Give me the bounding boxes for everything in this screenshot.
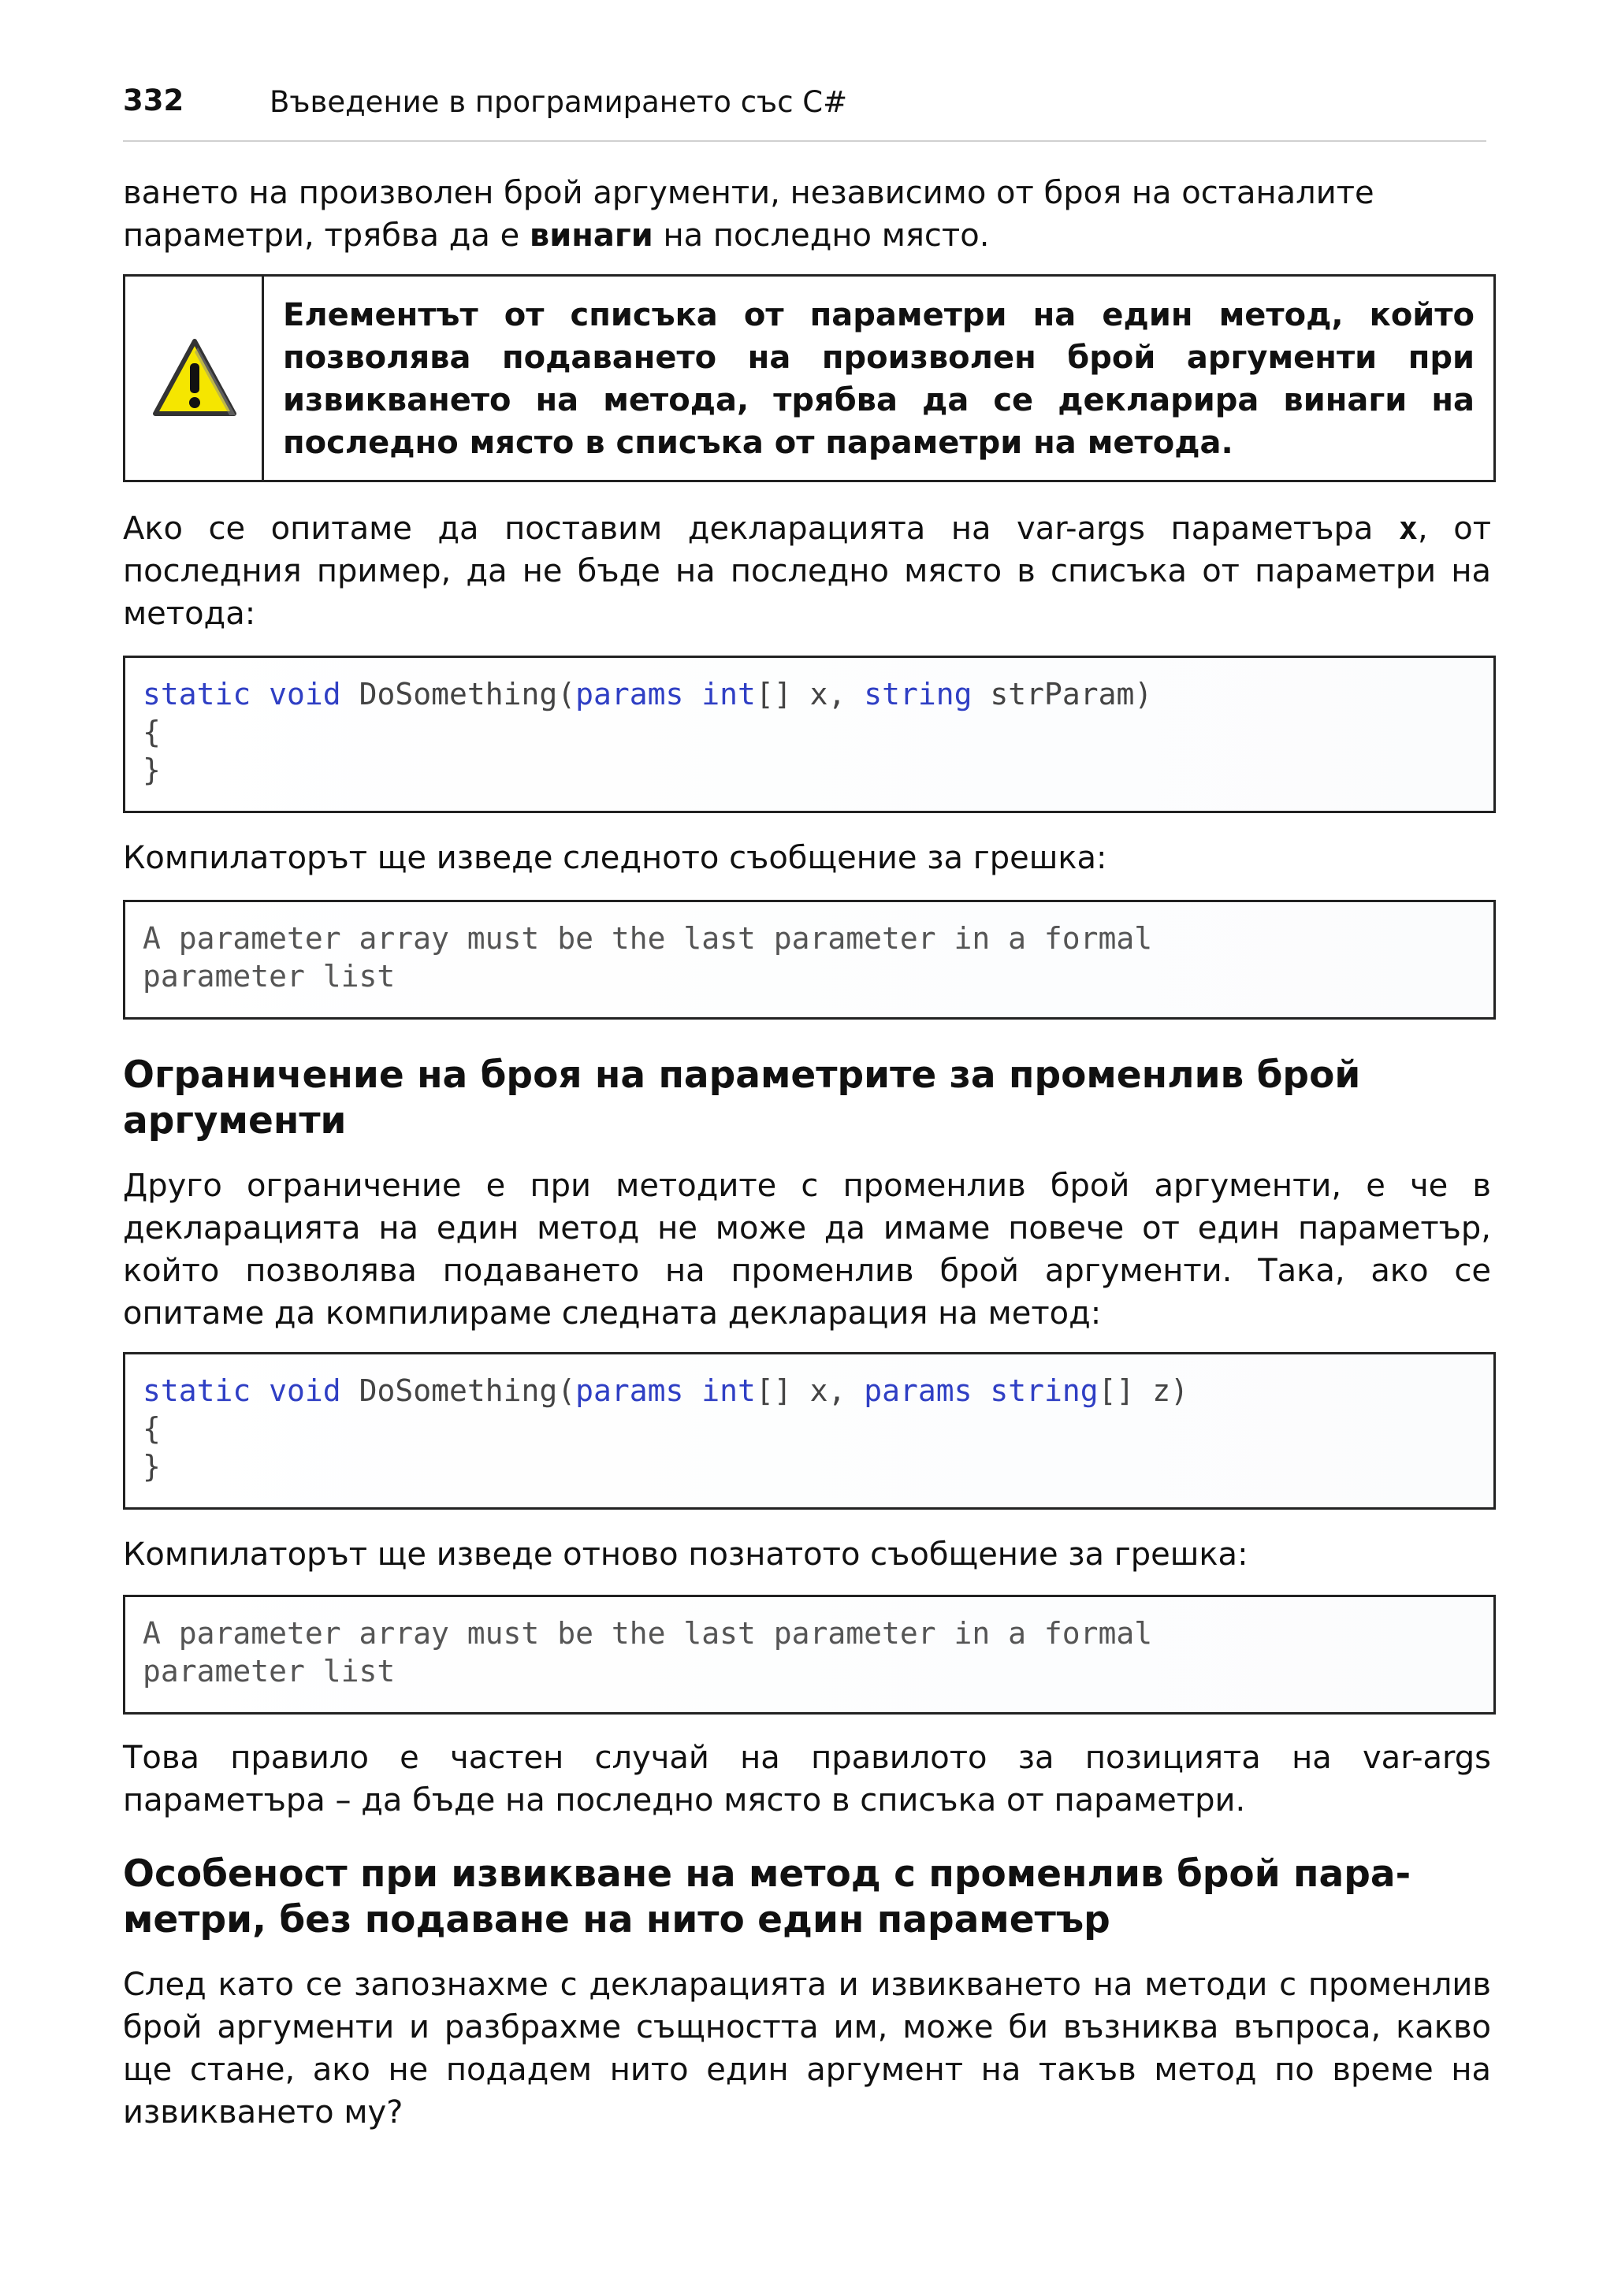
code-text: strParam) bbox=[972, 677, 1153, 711]
error-line: parameter list bbox=[143, 959, 396, 994]
paragraph-line: ването на произволен брой аргументи, независимо от броя на останалите bbox=[123, 175, 1374, 211]
paragraph-compiler-error: Компилаторът ще изведе следното съобщение за грешка: bbox=[123, 840, 1107, 876]
running-title: Въведение в програмирането със C# bbox=[270, 85, 848, 119]
code-keyword: string bbox=[990, 1373, 1099, 1408]
code-keyword: params bbox=[575, 677, 684, 711]
inline-code-x: x bbox=[1398, 511, 1418, 547]
code-keyword: string bbox=[864, 677, 972, 711]
code-keyword: static bbox=[143, 677, 251, 711]
code-brace-open: { bbox=[143, 1411, 161, 1446]
error-message bbox=[143, 920, 1152, 995]
code-brace-close: } bbox=[143, 1449, 161, 1484]
paragraph-continuation bbox=[123, 172, 1491, 257]
paragraph-text: параметри, трябва да е bbox=[123, 217, 530, 254]
warning-note-box bbox=[123, 274, 1496, 482]
code-keyword: int bbox=[701, 1373, 756, 1408]
paragraph-special-case: Това правило е частен случай на правилото за позицията на var-args параметъра – да бъде на последно място в списъка от параметри. bbox=[123, 1740, 1491, 1819]
paragraph-text: , от последния пример, да не бъде на последно място в списъка от параметри на метода: bbox=[123, 511, 1491, 632]
code-keyword: int bbox=[701, 677, 756, 711]
warning-icon-cell bbox=[125, 277, 264, 480]
code-text: [] x, bbox=[755, 1373, 865, 1408]
code-text: DoSomething( bbox=[359, 677, 576, 711]
warning-triangle-icon bbox=[151, 336, 239, 418]
page-header bbox=[123, 79, 1486, 142]
heading-line: Особеност при извикване на метод с променлив брой пара- bbox=[123, 1852, 1411, 1896]
error-message-block-1 bbox=[123, 900, 1496, 1020]
error-message-block-2 bbox=[123, 1595, 1496, 1715]
paragraph-text: на последно място. bbox=[653, 217, 990, 254]
paragraph-text: Ако се опитаме да поставим декларацията на var-args параметъра bbox=[123, 511, 1399, 547]
error-line: parameter list bbox=[143, 1654, 396, 1689]
section-heading-limit: Ограничение на броя на параметрите за променлив брой аргументи bbox=[123, 1053, 1361, 1142]
code-brace-close: } bbox=[143, 752, 161, 787]
error-line: A parameter array must be the last parameter in a formal bbox=[143, 1616, 1153, 1651]
warning-text: Елементът от списъка от параметри на един метод, който позволява подаването на произволен брой аргументи при извикването на метода, трябва да се декларира винаги на последно място в списъка от параметри на метода. bbox=[283, 297, 1475, 461]
code-block-1 bbox=[123, 656, 1496, 813]
code-listing bbox=[143, 1372, 1188, 1485]
paragraph-limit: Друго ограничение е при методите с променлив брой аргументи, е че в декларацията на един метод не може да имаме повече от един параметър, който позволява подаването на променлив брой аргументи. Така, ако се опитаме да компилираме следната декларация на метод: bbox=[123, 1168, 1491, 1332]
code-text: [] z) bbox=[1098, 1373, 1189, 1408]
error-line: A parameter array must be the last parameter in a formal bbox=[143, 921, 1153, 956]
code-keyword: void bbox=[269, 1373, 341, 1408]
code-block-2 bbox=[123, 1352, 1496, 1510]
page-number: 332 bbox=[123, 84, 184, 117]
heading-line: метри, без подаване на нито един параметър bbox=[123, 1898, 1110, 1941]
code-keyword: static bbox=[143, 1373, 251, 1408]
emphasis-always: винаги bbox=[529, 217, 653, 254]
code-text: [] x, bbox=[755, 677, 865, 711]
code-keyword: params bbox=[864, 1373, 972, 1408]
paragraph-no-args: След като се запознахме с декларацията и извикването на методи с променлив брой аргументи и разбрахме същността им, може би възниква въпроса, какво ще стане, ако не подадем нито един аргумент на такъв метод по време на извикването му? bbox=[123, 1967, 1491, 2131]
paragraph-compiler-error-again: Компилаторът ще изведе отново познатото съобщение за грешка: bbox=[123, 1536, 1248, 1573]
code-listing bbox=[143, 675, 1152, 789]
code-text: DoSomething( bbox=[359, 1373, 576, 1408]
error-message bbox=[143, 1614, 1152, 1690]
paragraph-varargs-position bbox=[123, 507, 1491, 635]
code-keyword: void bbox=[269, 677, 341, 711]
code-brace-open: { bbox=[143, 715, 161, 749]
code-keyword: params bbox=[575, 1373, 684, 1408]
section-heading-no-args bbox=[123, 1852, 1494, 1943]
